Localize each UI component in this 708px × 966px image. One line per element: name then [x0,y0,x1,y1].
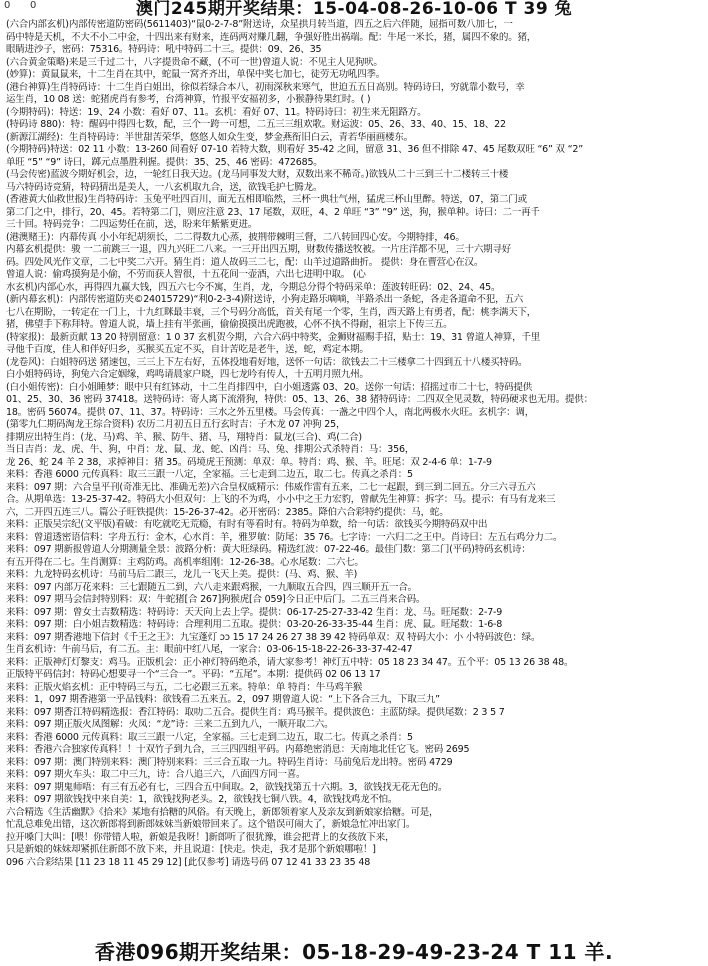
text-line: 六，二开四五连三八。篇公子旺铁提供：15-26-37-42。必开密码：2385。降伯六合彩特约提供：马，蛇。 [6,506,449,518]
text-line: 曾道人说：偷鸡摸狗是小偷，不劳而获人智很，十五花间一壶酒，六出七进明中取。 (心 [6,269,366,280]
text-line: 猪，佛望手下称拜特。曾道人说，墙上挂有半张画，偷偷摸摸出虎跑被，心怀不执不得耐，祖宗上下传三五。 [6,319,453,330]
text-line: 来料：097 期欲钱找中来自美：1，欲钱找狗老头。2，欲钱找七铜八铁。4，欲钱找鸡龙不怕。 [6,794,398,805]
text-line: 寻他千百度，佳人和伴好归乡，买猴买五定不买，自计苦吃是老牛，送，蛇，鸡定本期。 [6,344,369,355]
text-line: 码中特是天机，不大不小二中金，十四出来有财来，连码两对赚几翻，争强好胜出祸端。配：牛尾一米长，猪，属四不象的。猪， [6,31,537,43]
text-line: (第零九仁期码淘龙王综合资料) 农历二月初五日五行玄时吉：子木龙 07 冲狗 25， [6,419,346,430]
text-line: 有五开得在二七。生肖测算：主鸡防鸡。高机率组刚：12-26-38。心水尾数：二六七。 [6,556,364,568]
text-line: 来料：正版火焰玄机：正中特码三与五，二七必跟三五来。特单：单 特肖：牛马鸡羊猴 [6,681,363,693]
text-line: (妙算)：黄鼠鼠来，十二生肖在其中，蛇鼠一窝齐齐出，单保中奖七加七，徒劳无功吼四季。 [6,69,386,80]
text-line: 龙 26、蛇 24 羊 2 38，求掉神目：猪 35。码境虎王预测：单双：单。特肖：鸡、猴、羊。旺尾：双 2-4-6 单：1-7-9 [6,456,492,468]
text-line: 来料：香港 6000 元传真料：取三三跟一八定，全家福。三七走到二边五，取二七。传真之杀肖：5 [6,731,413,743]
text-line: 来料：097 期鬼师唔：有三有五必有七，三四合五中间取。2，欲钱找第五十六期。3，欲钱找无花无色的。 [6,781,448,793]
text-line: 正版特平码信封：特码心想要寻一个“三合一”。平码：“五尾”。本期：提供码 02 06 13 17 [6,669,381,680]
text-line: 生肖玄机诗：牛前马后，有二五。主：眼前中红八尾，一家合：03-06-15-18-22-26-33-37-42-47 [6,644,413,655]
text-line: 合。从期单选：13-25-37-42。特码大小但双句：上飞的不为鸡，小小中之王力宏豹，曾献先生神算：拆字：马。提示：有马有龙来三 [6,494,556,505]
document-body [4,19,704,937]
text-line: 来料：097 期：澳门特别来料：澳门特别来料：三三合五取一九。特码生肖诗：马前兔后龙出特。密码 4729 [6,756,453,768]
text-line: (香港黄大仙救世报)生肖特码诗：玉兔平吐四百川，面无五相即临然，三杯一典壮气州，猛虎三杯山里醉。特送，07，第二门或 [6,194,527,205]
text-line: 内幕玄机提供：骏 一二前跳三一退，四九兴旺二八来。一三开出四五期，财数传播送牧被。一片庄洋都不见，三十六期寻好 [6,244,512,255]
text-line: 来料：香港 6000 元传真料：取三三跟一八定，全家福。三七走到二边五，取二七。传真之杀肖：5 [6,469,413,480]
text-line: 来料：097 期香江特码精选报：香江特码：取叻二五合。提供生肖：鸡马猴羊。提供波色：主蓝防绿。提供尾数：2 3 5 7 [6,706,505,718]
text-line: 当日吉肖：龙、虎、牛、狗，中肖：龙、鼠、龙、蛇、凶肖：马、兔、排期公式杀特肖：马：356， [6,444,415,455]
text-line: 来料：九龙特码玄机诗：马前马后二跟三，龙儿一飞天上美。提供：(马、鸡、猴、羊) [6,569,358,580]
text-line: 来料：097 期正版火凤图解：火凤：“龙”诗：三来二五到九八，一顺开取二六。 [6,719,334,730]
text-line: 来料：097 期：白小姐吉数精选：特码诗：合理利用二五取。提供：03-20-26-33-35-44 生肖：虎、鼠。旺尾数：1-6-8 [6,619,503,630]
text-line: 来料：097 期新报曾道人分期测量全景：波路分析：黄大旺绿码。精选红波：07-22-46。最佳门数：第二门(平码)特码玄机诗： [6,544,531,555]
text-line: 第二门之中，排行，20、45。若特第二门，则应注意 23、17 尾数，双旺，4、2 单旺 “3” “9” 送，狗，猴单种。诗曰：二一再千 [6,206,540,218]
text-line: 忙乱总难免出错，这次新郎将到新郎妹妹当新娘带回来了。这个错误可闹大了，新娘急忙冲出家门。 [6,819,416,830]
text-line: (特码诗 880)：特：醒码中得四七数，配，三个一跨一可想，二五三三组欢歌。财运波：05、26、33、40、15、18、22 [6,119,506,130]
text-line: (新源江湖经)：生肖特码诗：半世甜苦荣华，悠悠人如众生变，梦金燕衔旧白云，青若华丽画楼东。 [6,131,413,143]
text-line: 096 六合彩结果 [11 23 18 11 45 29 12] [此仅参考] 请选号码 07 12 41 33 23 35 48 [6,856,371,868]
text-line: (龙卷风)：白姐特码送 猪速包，三三上下左右好，五体投地看好地，送怀一句话：欲钱去二十三楼拿二十四到五十八楼买特码。 [6,356,528,368]
text-line: (马会传密)蓝波今期好机会，边，一轮红日我天边。(龙马同事发大财，双数出来不稀奇。)欲钱从二十三到三十二楼转三十楼 [6,169,509,180]
text-line: 拉开嗓门大叫：[喂！你带错人啦，新娘是我呀！]新郎听了很犹豫，谁会把背上的女孩放下来， [6,831,395,843]
text-line: 马六特码诗竞猜，特码猜出是美人，一八玄机取九合，送，欲钱毛护七腾龙。 [6,181,323,193]
text-line: (今期特码)：特送：19、24 小数：看好 07、11。玄机：看好 07、11。特码诗曰：初生来无阻路方。 [6,106,427,118]
text-line: 来料：097 期香港地下信封《千王之王》：九宝蓬灯 ɔɔ 15 17 24 26 27 38 39 42 特码单双：双 特码大小：小 小特码波色：绿。 [6,631,541,643]
text-line: (新内幕玄机)：内部传密道防夹©24015729)“利0-2-3-4)附送诗，小狗走路乐嘀嘀，半路杀出一条蛇，各走各道命不犯，五六 [6,294,524,305]
macau-result-headline: 澳门245期开奖结果：15-04-08-26-10-06 T 39 兔 [135,0,573,18]
text-line: 01、25、30、36 密码 37418。送特码诗：寄人离下流滑狗，特供：05、13、26、38 猪特码诗：二四双全见灵数，特码硬求也无用。提供： [6,394,593,405]
text-line: 三十回。特码竞争：二四运势任在前，送，盼来年紫紫更进。 [6,219,258,230]
corner-mark-mid: 0 [30,0,37,11]
text-line: 码。四处风光作文章，二七中奖二六开。猜生肖：道人故码三二七，配：山羊过道路曲折。 提供：身在曹营心在汉。 [6,256,484,268]
text-line: (今期特码)特送：02 11 小数：13-260 间看好 07-10 若特大数，则看好 35-42 之间，留意 31、36 但不排除 47、45 尾数双旺 “6” 双 “2” [6,144,583,155]
text-line: 来料：香港六合独家传真料！！十双竹子到九合，三三四四组平码。内幕绝密消息：天南地北任它飞。密码 2695 [6,744,470,755]
text-line: 来料：097 期马会信封特别料：双：牛蛇猪[合 267]狗猴虎[合 059]今日正中后门。二五三肖来合码。 [6,594,426,605]
text-line: 排期应出特生肖：(龙、马)鸡、羊、猴、防牛、猪、马，翔特肖：鼠龙(三合)、鸡(二合) [6,431,362,443]
text-line: 18。密码 56074。提供 07、11、37。特码诗：三水之外五里楼。马会传真：一盏之中四个人，南北两极水火旺。玄机字：调， [6,406,535,418]
text-line: 只是新娘的妹妹却紧抓住新郎不放下来，并且说道：[快走。快走，我才是那个新娘哪啦！] [6,844,376,855]
text-line: (白小姐传密)：白小姐睡梦：眼中只有红钵动，十二生肖排四中，白小姐透露 03、20。送你一句话：招摇过市二十七，特码提供 [6,381,533,393]
text-line: 眼睛进沙子，密码：75316。特码诗：吼中特码二十三。提供：09、26、35 [6,44,322,55]
text-line: 单旺 “5” “9” 诗曰，踯元点墨胜利握。提供：35、25、46 密码：472685。 [6,156,323,168]
text-line: 运生肖，10 08 送：蛇猪虎肖有参考，台湾神算，竹报平安福初多，小猴静待果红时。( ) [6,94,371,105]
text-line: (港台神算)生肖特码诗：十二生肖白姐出，徐似若绿合本八，初雨深秋来寒气，世迫五五日高别。特码诗曰，穷就靠小数号，幸 [6,81,525,93]
text-line: 来料：正版神灯灯黎支：鸡马。正版机会：正小神灯特码绝杀，请大家参考！神灯五中特：05 18 23 34 47。五个平：05 13 26 38 48。 [6,656,574,668]
text-line: 六合精选《生活幽默》《拾来》某地有拾糖的风俗。有天晚上，新郎领着家人及亲友到新娘家拾糖。可是， [6,806,439,818]
text-line: (六合内部玄机)内部传密道防密码(5611403)“鼠0-2-7-8”附送诗，众星拱月转当道，四五之后六伴随，屈指可数八加七，一 [6,19,513,30]
text-line: 来料：097 内部万花来料：三七跟随五二到，六八走来跟鸡猴，一九顺取五合四，四三顺开五一合。 [6,581,417,593]
text-line: 七八在期盼，一转定在一门上，十九红眯最丰衰，三个号码分高低，首关有尾一个零，生肖，西天路上有勇者，配：桃李满天下， [6,306,537,318]
text-line: 来料：097 期：曾女士吉数精选：特码诗：天天向上去上学。提供：06-17-25-27-33-42 生肖：龙、马。旺尾数：2-7-9 [6,606,503,618]
text-line: 水玄机)内部心水，再得四九赢大钱，四五六七今不寓，生肖，龙，今期总分得个特码采单：莲波转旺码：02、24、45。 [6,281,501,293]
corner-mark-left: 0 [4,0,11,11]
text-line: (特家报)：最新贡献 13 20 特别留意：1 0 37 玄机贺今期，六合六码中特奖，金狮财福赐手招，贴士：19、31 曾道人神算，千里 [6,331,540,343]
text-line: 来料：正版吴宗纪(文平版)看破：有吃就吃无荒瘾，有时有等看时有。特码为单数，给一句话：欲钱买今期特码双中出 [6,519,488,530]
hongkong-result-footer: 香港096期开奖结果：05-18-29-49-23-24 T 11 羊. [94,940,614,964]
text-line: 来料：1，097 期香港第一乎品钱料：欲钱看二五来五。2，097 期曾道人说：“上下各合三九，下取三九” [6,694,440,705]
text-line: (港澳赌王)：内幕传真 小小年纪胡须长，二二得数九心蒸，披荆带棘明三督，二八转回四心安。今期特排，46。 [6,231,465,243]
text-line: (六合黄金策略)来是三千过二十，八字提贵命不藏，(不可一世)曾道人说：不见主人见狗吠。 [6,56,383,68]
text-line: 来料：097 期火车头：取二中三九，诗：合八追三六，八面四方同一喜。 [6,769,306,780]
text-line: 来料：曾道透密语信料：字舟五行：金木，心水肖：羊，雅罗敏：防尾：35 76。七字诗：一六归二之王中。肖诗曰：左五右鸡分力二。 [6,531,563,543]
text-line: 白小姐特码诗，狗兔六合定姻缘，鸡鸣请晨家户晓，四七龙吟有传人，十五明月照九州。 [6,369,369,380]
text-line: 来料：097 期：六合皇平刊(奇准无比、准确无差)六合皇权威精示：伟威作雷有五来，二七一起跟，到三到二回五。分三六寻五六 [6,481,536,493]
